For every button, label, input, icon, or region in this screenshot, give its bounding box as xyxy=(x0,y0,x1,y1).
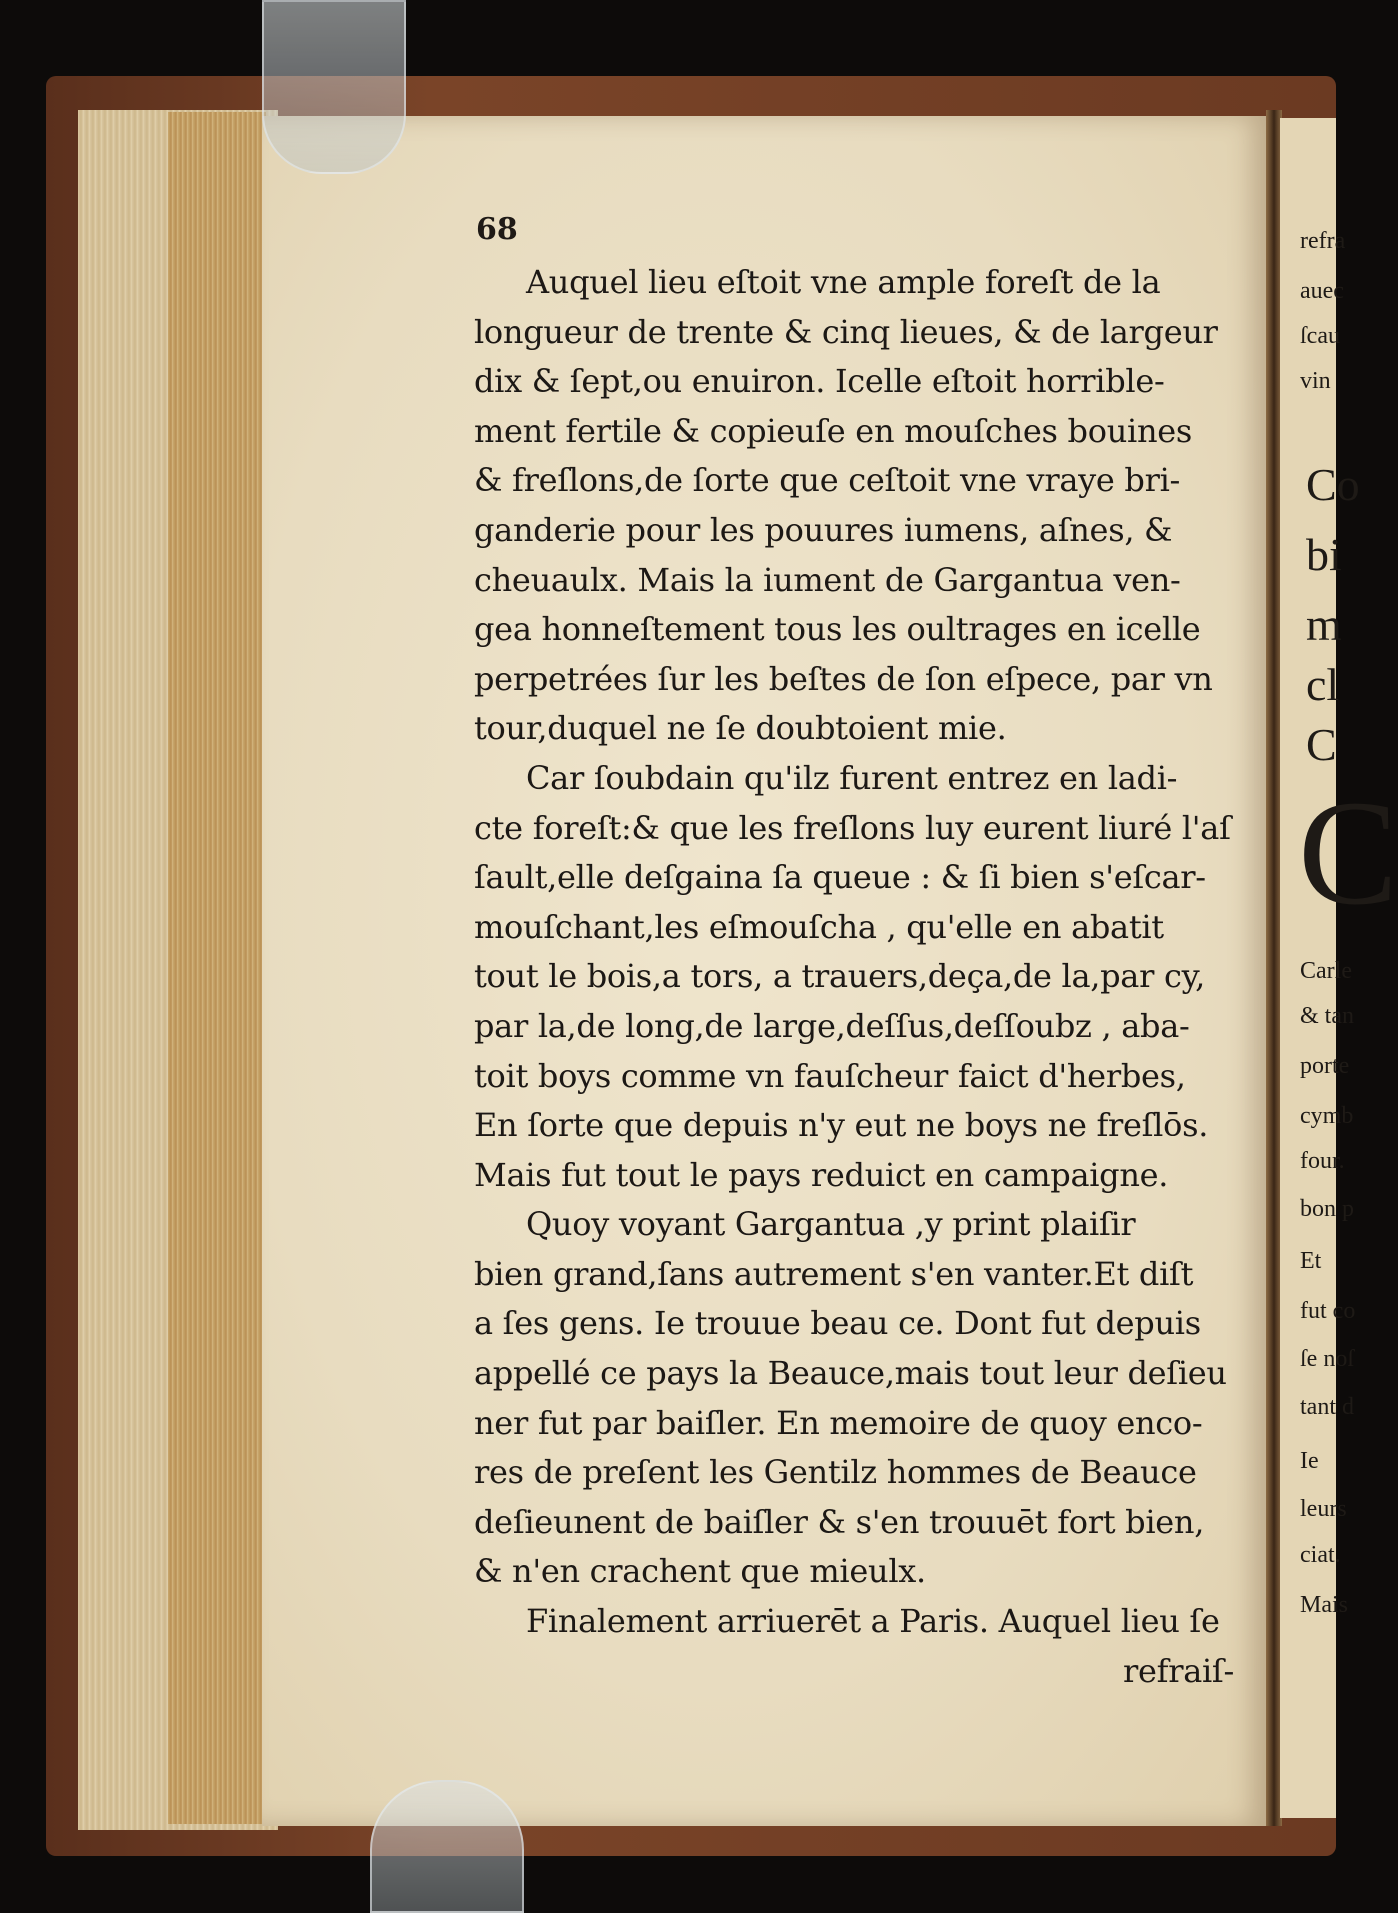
page-number: 68 xyxy=(476,212,518,247)
next-page-fragment: cl xyxy=(1306,659,1340,710)
text-line: perpetrées ſur les beſtes de ſon eſpece, par vn xyxy=(474,659,1213,698)
text-line: En ſorte que depuis n'y eut ne boys ne freſlōs. xyxy=(474,1106,1209,1145)
page-edges-gilt xyxy=(168,112,266,1824)
next-page-fragment: auec xyxy=(1300,278,1344,304)
page-clip-top xyxy=(262,0,406,174)
text-line: Mais fut tout le pays reduict en campaigne. xyxy=(474,1155,1169,1194)
text-line: dix & ſept,ou enuiron. Icelle eſtoit horrible- xyxy=(474,362,1165,401)
next-page-fragment: bi xyxy=(1306,529,1342,580)
next-page-fragment: refra xyxy=(1300,228,1346,254)
page-clip-bottom xyxy=(370,1780,524,1913)
text-line: a ſes gens. Ie trouue beau ce. Dont fut depuis xyxy=(474,1304,1201,1343)
next-page-fragment: Mais xyxy=(1300,1592,1348,1618)
text-line: cheuaulx. Mais la iument de Gargantua ven- xyxy=(474,560,1181,599)
text-line: deſieunent de baiſler & s'en trouuēt fort bien, xyxy=(474,1502,1205,1541)
next-page-fragment: vin xyxy=(1300,368,1331,394)
next-page-fragment: m xyxy=(1306,599,1342,650)
next-page-fragment: porte xyxy=(1300,1053,1350,1079)
text-line: Auquel lieu eſtoit vne ample foreſt de la xyxy=(526,263,1161,301)
next-page-fragment: fut co xyxy=(1300,1298,1356,1324)
text-line: gea honneſtement tous les oultrages en icelle xyxy=(474,610,1201,649)
next-page-fragment: ciat. xyxy=(1300,1542,1341,1568)
next-page-fragment: Carle xyxy=(1300,958,1352,984)
page-text xyxy=(474,258,1244,1696)
next-page-fragment: Co xyxy=(1306,459,1360,510)
text-line: tout le bois,a tors, a trauers,deça,de la,par cy, xyxy=(474,957,1205,996)
next-page-fragment: tant d xyxy=(1300,1394,1354,1420)
next-page-fragment: & tan xyxy=(1300,1003,1354,1029)
next-page-fragment: cymb xyxy=(1300,1103,1354,1129)
text-line: ment fertile & copieuſe en mouſches bouines xyxy=(474,411,1193,450)
next-page-fragment: ſe noſ xyxy=(1300,1346,1354,1372)
text-line: cte foreſt:& que les freſlons luy eurent liuré l'aſ xyxy=(474,808,1231,847)
next-page-fragment: C xyxy=(1306,719,1337,770)
right-page-fragment xyxy=(1280,118,1398,1818)
text-line: ganderie pour les pouures iumens, aſnes, & xyxy=(474,510,1173,549)
text-line: Finalement arriuerēt a Paris. Auquel lieu ſe xyxy=(526,1602,1220,1641)
next-page-initial: C xyxy=(1298,770,1398,936)
text-line: tour,duquel ne ſe doubtoient mie. xyxy=(474,709,1007,748)
text-line: res de preſent les Gentilz hommes de Beauce xyxy=(474,1453,1197,1492)
next-page-fragment: leurs xyxy=(1300,1496,1347,1522)
text-line: mouſchant,les eſmouſcha , qu'elle en abatit xyxy=(474,907,1164,946)
catchword: refraiſ- xyxy=(1123,1651,1234,1690)
text-line: & n'en crachent que mieulx. xyxy=(474,1552,926,1591)
next-page-fragment: Ie xyxy=(1300,1448,1319,1474)
text-line: bien grand,ſans autrement s'en vanter.Et diſt xyxy=(474,1254,1194,1293)
text-line: Quoy voyant Gargantua ,y print plaiſir xyxy=(526,1205,1136,1244)
next-page-fragment: four. xyxy=(1300,1148,1345,1174)
next-page-fragment: bon p xyxy=(1300,1196,1354,1222)
text-line: par la,de long,de large,deſſus,deſſoubz , aba- xyxy=(474,1006,1190,1045)
text-line: appellé ce pays la Beauce,mais tout leur deſieu xyxy=(474,1354,1227,1393)
text-line: Car ſoubdain qu'ilz furent entrez en ladi- xyxy=(526,758,1178,797)
next-page-fragment: Et xyxy=(1300,1248,1322,1274)
text-line: toit boys comme vn fauſcheur faict d'herbes, xyxy=(474,1056,1186,1095)
text-line: & freſlons,de ſorte que ceſtoit vne vraye bri- xyxy=(474,461,1181,500)
text-line: ner fut par baiſler. En memoire de quoy enco- xyxy=(474,1403,1203,1442)
text-line: ſault,elle deſgaina ſa queue : & ſi bien s'eſcar- xyxy=(474,858,1206,897)
text-line: longueur de trente & cinq lieues, & de largeur xyxy=(474,312,1218,351)
next-page-fragment: ſcau xyxy=(1300,323,1340,349)
